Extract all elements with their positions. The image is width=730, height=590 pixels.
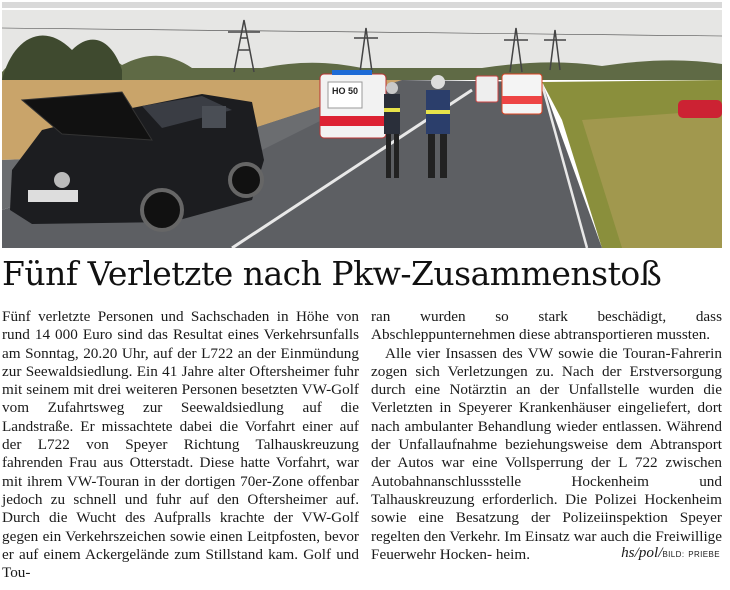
paragraph-2-text: Alle vier Insassen des VW sowie die Touran-Fahrerin zogen sich Verletzungen zu. Nach der Erstversorgung durch eine Notärztin an der Unfallstelle wurden die Verletzten in Speyerer Krankenhäuser eingeliefert, dort nach ambulanter Behandlung wieder entlassen. Während der Unfallaufnahme beziehungsweise dem Abtransport der Autos war eine Vollsperrung der L 722 zwischen Autobahnanschlussstelle Hockenheim und Talhauskreuzung erforderlich. Die Polizei Hockenheim sowie eine Besatzung der Polizeiinspektion Speyer regelten den Verkehr. Im Einsatz war auch die Freiwillige Feuerwehr Hocken- [371, 344, 722, 563]
byline-credit [607, 544, 720, 564]
paragraph-2 [371, 345, 722, 565]
article-column-left [2, 308, 359, 582]
top-rule [2, 2, 722, 8]
article-column-right [371, 308, 722, 564]
author-byline: hs/pol/ [621, 543, 663, 561]
vehicle-plate-text: HO 50 [331, 86, 359, 96]
photo-credit-name: PRIEBE [688, 549, 720, 559]
accident-photo [2, 10, 722, 248]
accident-scene-illustration [2, 10, 722, 248]
paragraph-1-continued: ran wurden so stark beschädigt, dass Abschleppunternehmen diese abtransportieren mussten. [371, 308, 722, 344]
photo-credit-label: BILD: [662, 549, 685, 559]
fire-truck [320, 70, 386, 138]
ambulance [502, 74, 542, 114]
paragraph-2-end: heim. [495, 545, 530, 563]
headline: Fünf Verletzte nach Pkw-Zusammenstoß [2, 254, 662, 293]
paragraph-1: Fünf verletzte Personen und Sachschaden in Höhe von rund 14 000 Euro sind das Resultat eines Verkehrsunfalls am Sonntag, 20.20 Uhr, auf der L722 an der Einmündung zur Seewaldsiedlung. Ein 41 Jahre alter Oftersheimer fuhr mit seinem mit drei weiteren Personen besetzten VW-Golf vom Zufahrtsweg zur Seewaldsiedlung auf die Landstraße. Er missachtete dabei die Vorfahrt einer auf der L722 von Speyer Richtung Talhauskreuzung fahrenden Frau aus Otterstadt. Diese hatte Vorfahrt, war mit ihrem VW-Touran in der dortigen 70er-Zone offenbar jedoch zu schnell und fuhr auf den Oftersheimer auf. Durch die Wucht des Aufpralls krachte der VW-Golf gegen ein Verkehrszeichen sowie einen Leitpfosten, bevor er auf einem Ackergelände zum Stillstand kam. Golf und Tou- [2, 308, 359, 582]
red-car [678, 100, 722, 118]
